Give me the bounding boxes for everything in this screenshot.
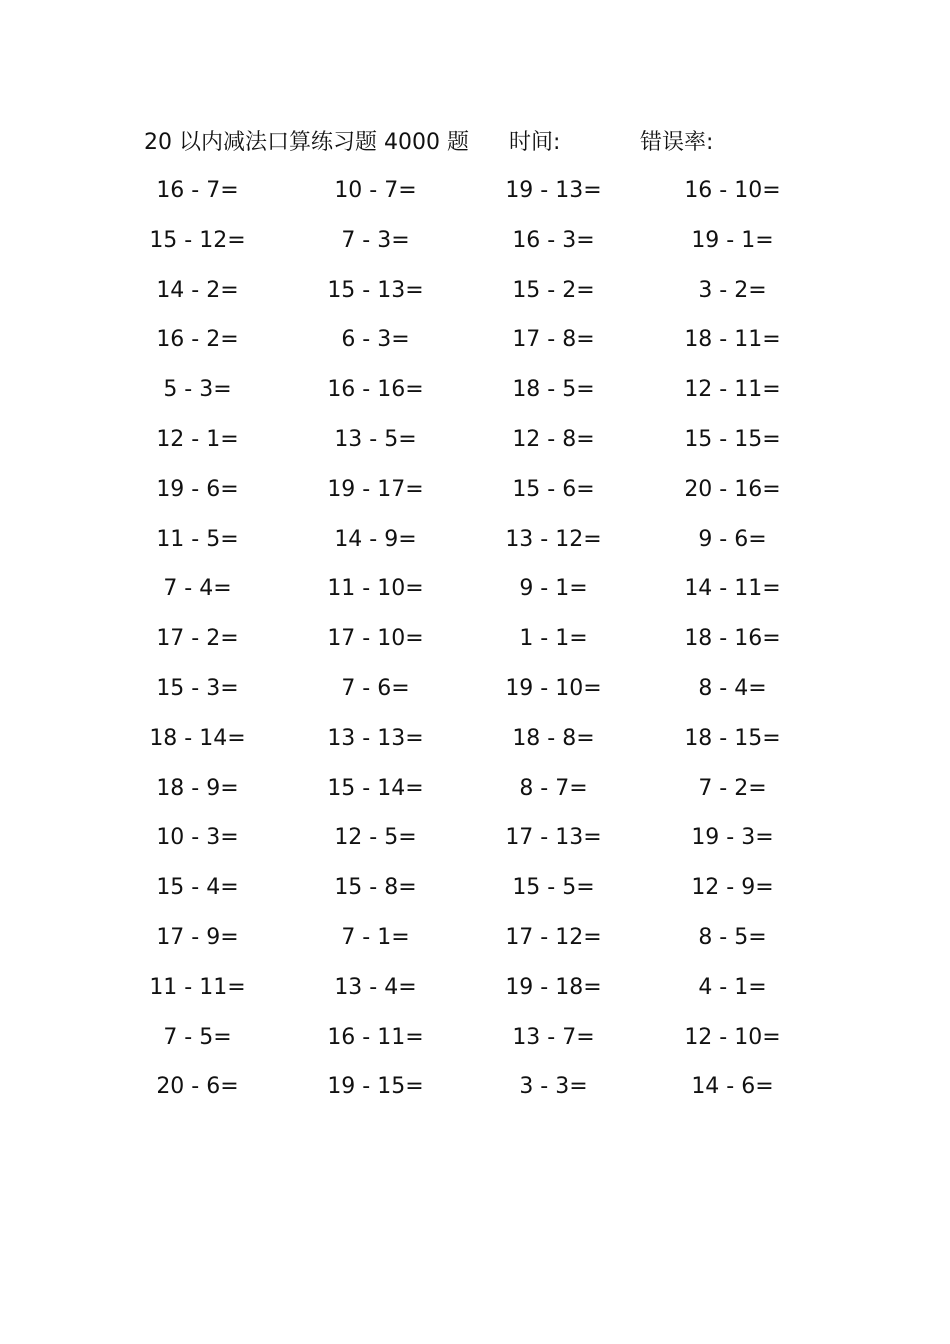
- subtraction-problem: 9 - 6=: [698, 526, 767, 552]
- subtraction-problem: 17 - 10=: [327, 626, 424, 652]
- subtraction-problem: 7 - 2=: [698, 775, 767, 801]
- problem-row: [140, 323, 820, 373]
- subtraction-problem: 18 - 11=: [684, 327, 781, 353]
- subtraction-problem: 12 - 9=: [691, 875, 774, 901]
- subtraction-problem: 18 - 8=: [512, 725, 595, 751]
- subtraction-problem: 15 - 12=: [149, 227, 246, 253]
- subtraction-problem: 19 - 15=: [327, 1074, 424, 1100]
- subtraction-problem: 11 - 5=: [156, 526, 239, 552]
- subtraction-problem: 7 - 5=: [163, 1024, 232, 1050]
- subtraction-problem: 16 - 10=: [684, 178, 781, 203]
- problem-row: [140, 373, 820, 423]
- subtraction-problem: 11 - 11=: [149, 974, 246, 1000]
- problem-row: [140, 1021, 820, 1071]
- subtraction-problem: 12 - 11=: [684, 377, 781, 403]
- subtraction-problem: 16 - 2=: [156, 327, 239, 353]
- subtraction-problem: 14 - 11=: [684, 576, 781, 602]
- subtraction-problem: 15 - 15=: [684, 426, 781, 452]
- problem-row: [140, 274, 820, 324]
- subtraction-problem: 8 - 7=: [519, 775, 588, 801]
- subtraction-problem: 17 - 9=: [156, 924, 239, 950]
- subtraction-problem: 7 - 4=: [163, 576, 232, 602]
- problem-row: [140, 672, 820, 722]
- subtraction-problem: 17 - 12=: [505, 924, 602, 950]
- subtraction-problem: 19 - 1=: [691, 227, 774, 253]
- subtraction-problem: 15 - 3=: [156, 675, 239, 701]
- subtraction-problem: 15 - 14=: [327, 775, 424, 801]
- subtraction-problem: 3 - 3=: [519, 1074, 588, 1100]
- subtraction-problem: 16 - 11=: [327, 1024, 424, 1050]
- subtraction-problem: 12 - 10=: [684, 1024, 781, 1050]
- subtraction-problem: 14 - 2=: [156, 277, 239, 303]
- subtraction-problem: 10 - 7=: [334, 178, 417, 203]
- subtraction-problem: 15 - 6=: [512, 476, 595, 502]
- subtraction-problem: 6 - 3=: [341, 327, 410, 353]
- subtraction-problem: 15 - 13=: [327, 277, 424, 303]
- subtraction-problem: 15 - 4=: [156, 875, 239, 901]
- subtraction-problem: 12 - 8=: [512, 426, 595, 452]
- problem-row: [140, 473, 820, 523]
- problem-row: [140, 224, 820, 274]
- subtraction-problem: 13 - 13=: [327, 725, 424, 751]
- subtraction-problem: 1 - 1=: [519, 626, 588, 652]
- problem-row: [140, 572, 820, 622]
- subtraction-problem: 19 - 10=: [505, 675, 602, 701]
- subtraction-problem: 17 - 13=: [505, 825, 602, 851]
- subtraction-problem: 15 - 5=: [512, 875, 595, 901]
- subtraction-problem: 19 - 3=: [691, 825, 774, 851]
- subtraction-problem: 14 - 9=: [334, 526, 417, 552]
- subtraction-problem: 16 - 7=: [156, 178, 239, 203]
- subtraction-problem: 10 - 3=: [156, 825, 239, 851]
- subtraction-problem: 13 - 7=: [512, 1024, 595, 1050]
- subtraction-problem: 13 - 12=: [505, 526, 602, 552]
- subtraction-problem: 8 - 4=: [698, 675, 767, 701]
- subtraction-problem: 19 - 18=: [505, 974, 602, 1000]
- subtraction-problem: 19 - 17=: [327, 476, 424, 502]
- subtraction-problem: 3 - 2=: [698, 277, 767, 303]
- subtraction-problem: 7 - 1=: [341, 924, 410, 950]
- time-label: 时间:: [509, 130, 561, 155]
- problem-row: [140, 971, 820, 1021]
- subtraction-problem: 8 - 5=: [698, 924, 767, 950]
- subtraction-problem: 19 - 6=: [156, 476, 239, 502]
- subtraction-problem: 12 - 5=: [334, 825, 417, 851]
- subtraction-problem: 18 - 9=: [156, 775, 239, 801]
- subtraction-problem: 13 - 5=: [334, 426, 417, 452]
- subtraction-problem: 14 - 6=: [691, 1074, 774, 1100]
- subtraction-problem: 9 - 1=: [519, 576, 588, 602]
- subtraction-problem: 19 - 13=: [505, 178, 602, 203]
- problem-row: [140, 871, 820, 921]
- problem-row: [140, 423, 820, 473]
- subtraction-problem: 7 - 3=: [341, 227, 410, 253]
- problem-grid: [140, 174, 820, 1120]
- problem-row: [140, 1070, 820, 1120]
- subtraction-problem: 16 - 16=: [327, 377, 424, 403]
- problem-row: [140, 921, 820, 971]
- problem-row: [140, 523, 820, 573]
- subtraction-problem: 13 - 4=: [334, 974, 417, 1000]
- subtraction-problem: 5 - 3=: [163, 377, 232, 403]
- problem-row: [140, 722, 820, 772]
- problem-row: [140, 622, 820, 672]
- subtraction-problem: 15 - 8=: [334, 875, 417, 901]
- worksheet-header: [144, 126, 824, 160]
- problem-row: [140, 174, 820, 224]
- subtraction-problem: 18 - 15=: [684, 725, 781, 751]
- subtraction-problem: 17 - 2=: [156, 626, 239, 652]
- subtraction-problem: 15 - 2=: [512, 277, 595, 303]
- subtraction-problem: 16 - 3=: [512, 227, 595, 253]
- error-rate-label: 错误率:: [640, 130, 714, 155]
- subtraction-problem: 12 - 1=: [156, 426, 239, 452]
- subtraction-problem: 18 - 5=: [512, 377, 595, 403]
- problem-row: [140, 821, 820, 871]
- subtraction-problem: 4 - 1=: [698, 974, 767, 1000]
- subtraction-problem: 18 - 16=: [684, 626, 781, 652]
- subtraction-problem: 18 - 14=: [149, 725, 246, 751]
- subtraction-problem: 17 - 8=: [512, 327, 595, 353]
- subtraction-problem: 7 - 6=: [341, 675, 410, 701]
- subtraction-problem: 20 - 6=: [156, 1074, 239, 1100]
- worksheet-title: 20 以内减法口算练习题 4000 题: [144, 130, 469, 155]
- problem-row: [140, 772, 820, 822]
- subtraction-problem: 20 - 16=: [684, 476, 781, 502]
- subtraction-problem: 11 - 10=: [327, 576, 424, 602]
